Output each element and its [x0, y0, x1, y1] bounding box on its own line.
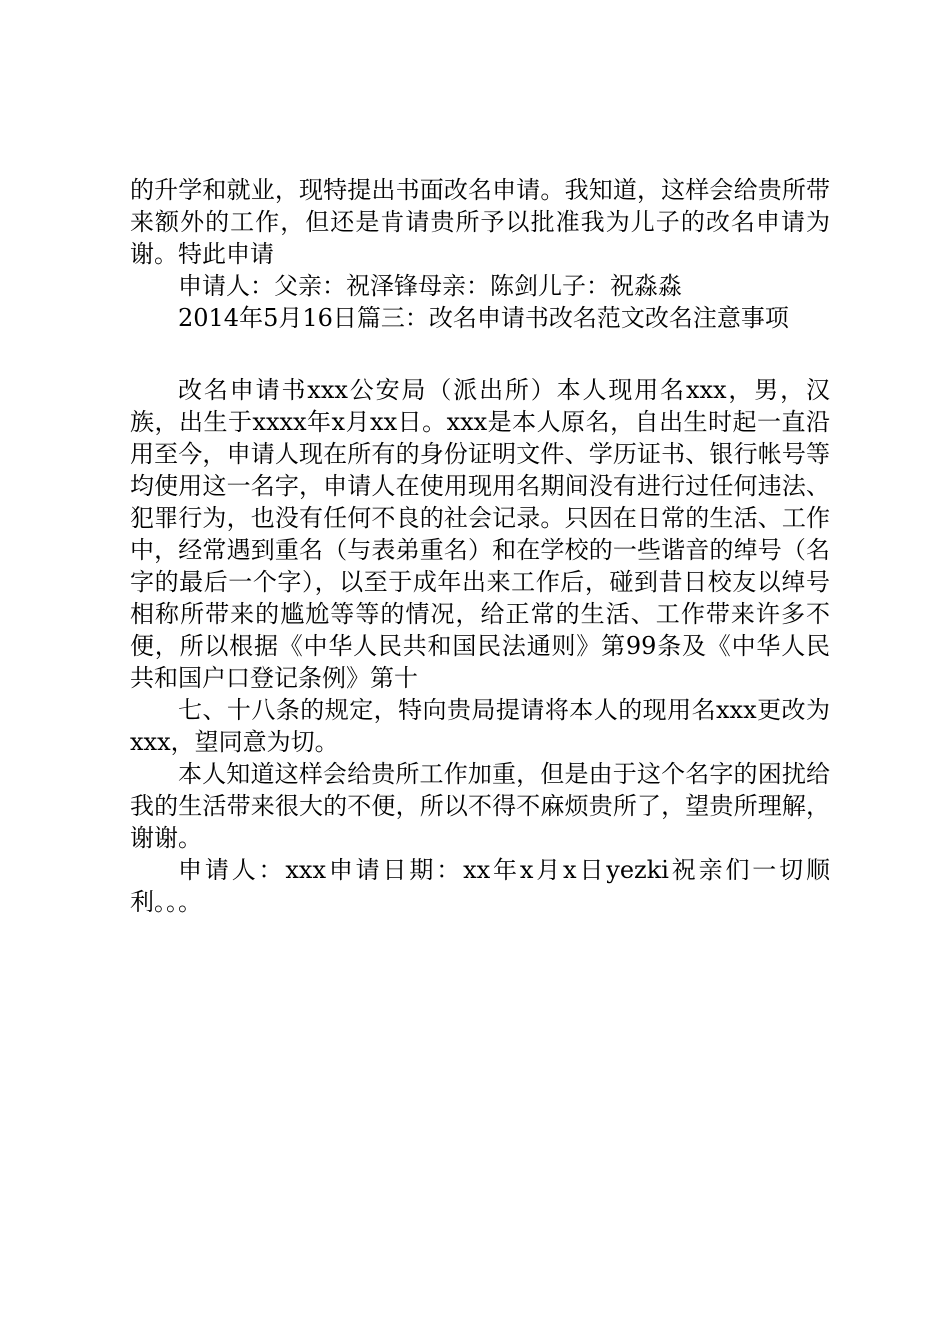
document-page — [130, 174, 830, 918]
paragraph-signature: 申请人：xxx申请日期：xx年x月x日yezki祝亲们一切顺利。。。 — [130, 856, 830, 916]
paragraph-continuation: 的升学和就业，现特提出书面改名申请。我知道，这样会给贵所带来额外的工作，但还是肯请贵所予以批准我为儿子的改名申请为谢。特此申请 — [130, 176, 830, 268]
paragraph-apology: 本人知道这样会给贵所工作加重，但是由于这个名字的困扰给我的生活带来很大的不便，所以不得不麻烦贵所了，望贵所理解，谢谢。 — [130, 760, 830, 852]
paragraph-date-heading: 2014年5月16日篇三：改名申请书改名范文改名注意事项 — [178, 304, 789, 332]
paragraph-applicants: 申请人：父亲：祝泽锋母亲：陈剑儿子：祝淼淼 — [178, 272, 682, 300]
blank-line — [130, 334, 830, 374]
paragraph-regulation: 七、十八条的规定，特向贵局提请将本人的现用名xxx更改为xxx，望同意为切。 — [130, 696, 830, 756]
paragraph-application-body: 改名申请书xxx公安局（派出所）本人现用名xxx，男，汉族，出生于xxxx年x月xx日。xxx是本人原名，自出生时起一直沿用至今，申请人现在所有的身份证明文件、学历证书、银行帐号等均使用这一名字，申请人在使用现用名期间没有进行过任何违法、犯罪行为，也没有任何不良的社会记录。只因在日常的生活、工作中，经常遇到重名（与表弟重名）和在学校的一些谐音的绰号（名字的最后一个字），以至于成年出来工作后，碰到昔日校友以绰号相称所带来的尴尬等等的情况，给正常的生活、工作带来许多不便，所以根据《中华人民共和国民法通则》第99条及《中华人民共和国户口登记条例》第十 — [130, 376, 830, 692]
